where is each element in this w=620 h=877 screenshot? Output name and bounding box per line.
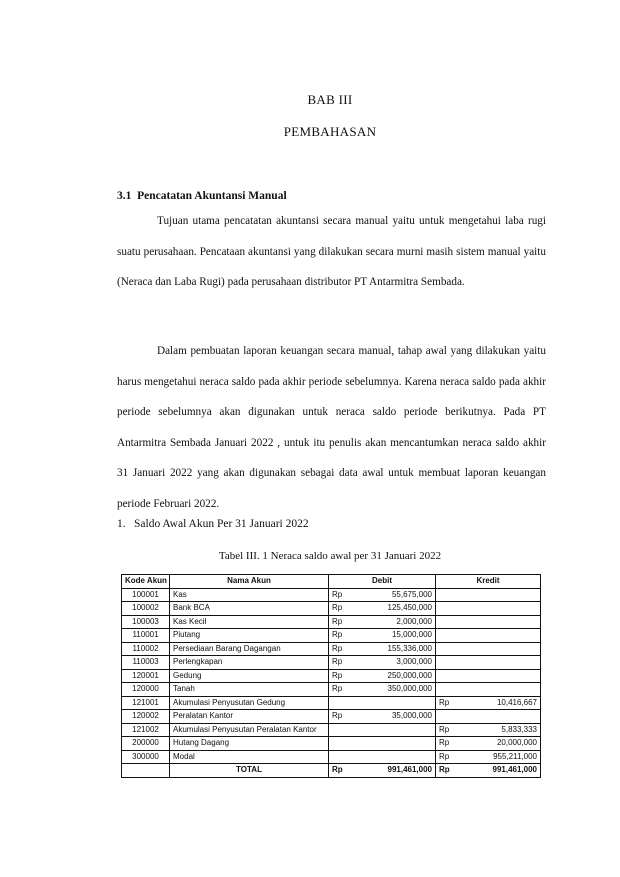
currency-label: Rp [332,630,343,640]
account-name: Akumulasi Penyusutan Gedung [170,696,329,710]
account-code: 100001 [122,588,170,602]
account-code: 300000 [122,750,170,764]
debit-amount: 125,450,000 [387,603,432,613]
paragraph: Tujuan utama pencatatan akuntansi secara manual yaitu untuk mengetahui laba rugi suatu perusahaan. Pencataan akuntansi yang dilakukan secara murni masih sistem manual yaitu (Neraca dan Laba Rugi) pada perusahaan distributor PT Antarmitra Sembada. [117,215,546,288]
account-code: 100002 [122,602,170,616]
currency-label: Rp [439,697,450,707]
header-debit: Debit [329,575,436,589]
account-code: 200000 [122,737,170,751]
table-row [122,656,541,670]
table-row [122,629,541,643]
debit-amount: 15,000,000 [391,630,432,640]
credit-cell [436,615,541,629]
debit-cell [329,683,436,697]
chapter-number: BAB III [307,92,353,107]
table-row [122,642,541,656]
debit-cell [329,629,436,643]
credit-amount: 20,000,000 [496,738,537,748]
credit-cell [436,710,541,724]
header-account-code: Kode Akun [122,575,170,589]
currency-label: Rp [439,738,450,748]
table-row [122,683,541,697]
account-code: 121001 [122,696,170,710]
currency-label: Rp [439,751,450,761]
account-code: 110001 [122,629,170,643]
account-code: 120000 [122,683,170,697]
header-credit: Kredit [436,575,541,589]
table-row [122,696,541,710]
table-row [122,723,541,737]
account-name: Gedung [170,669,329,683]
account-name: Hutang Dagang [170,737,329,751]
table-header-row [122,575,541,589]
list-item [117,518,309,530]
debit-cell [329,588,436,602]
currency-label: Rp [332,684,343,694]
currency-label: Rp [332,670,343,680]
account-name: Akumulasi Penyusutan Peralatan Kantor [170,723,329,737]
section-title: Pencatatan Akuntansi Manual [137,190,287,202]
currency-label: Rp [332,603,343,613]
header-account-name: Nama Akun [170,575,329,589]
credit-amount: 5,833,333 [501,724,537,734]
currency-label: Rp [332,711,343,721]
debit-amount: 55,675,000 [391,589,432,599]
credit-amount: 955,211,000 [493,751,537,761]
total-debit: 991,461,000 [387,765,432,775]
total-credit: 991,461,000 [492,765,537,775]
table-row [122,710,541,724]
table-row [122,669,541,683]
table-row [122,602,541,616]
account-code: 121002 [122,723,170,737]
credit-cell [436,656,541,670]
total-credit-cell [436,764,541,778]
section-heading [117,190,287,202]
table-row [122,750,541,764]
table-total-row [122,764,541,778]
table-row [122,737,541,751]
table-caption: Tabel III. 1 Neraca saldo awal per 31 Januari 2022 [218,550,442,562]
account-code: 100003 [122,615,170,629]
account-code: 120002 [122,710,170,724]
debit-amount: 2,000,000 [396,616,432,626]
total-label: TOTAL [170,764,329,778]
credit-cell [436,669,541,683]
trial-balance-table [121,574,541,778]
credit-cell [436,737,541,751]
account-code: 110003 [122,656,170,670]
credit-amount: 10,416,667 [496,697,537,707]
account-name: Kas Kecil [170,615,329,629]
debit-cell [329,696,436,710]
table-row [122,615,541,629]
credit-cell [436,602,541,616]
account-code: 120001 [122,669,170,683]
currency-label: Rp [439,724,450,734]
list-item-number: 1. [117,518,126,530]
currency-label: Rp [332,657,343,667]
table-body [122,588,541,764]
debit-cell [329,723,436,737]
debit-cell [329,737,436,751]
currency-label: Rp [439,765,450,775]
debit-amount: 35,000,000 [391,711,432,721]
debit-amount: 250,000,000 [387,670,432,680]
account-name: Bank BCA [170,602,329,616]
account-name: Modal [170,750,329,764]
debit-amount: 155,336,000 [387,643,432,653]
credit-cell [436,750,541,764]
paragraph: Dalam pembuatan laporan keuangan secara manual, tahap awal yang dilakukan yaitu harus mengetahui neraca saldo pada akhir periode sebelumnya. Karena neraca saldo pada akhir periode sebelumnya akan digunakan untuk neraca saldo periode berikutnya. Pada PT Antarmitra Sembada Januari 2022 , untuk itu penulis akan mencantumkan neraca saldo akhir 31 Januari 2022 yang akan digunakan sebagai data awal untuk membuat laporan keuangan periode Februari 2022. [117,345,546,510]
total-debit-cell [329,764,436,778]
debit-amount: 350,000,000 [387,684,432,694]
credit-cell [436,588,541,602]
section-number: 3.1 [117,190,132,202]
account-name: Peralatan Kantor [170,710,329,724]
debit-cell [329,602,436,616]
debit-amount: 3,000,000 [396,657,432,667]
table-row [122,588,541,602]
debit-cell [329,615,436,629]
debit-cell [329,710,436,724]
total-code-cell [122,764,170,778]
currency-label: Rp [332,765,343,775]
account-name: Tanah [170,683,329,697]
debit-cell [329,656,436,670]
list-item-text: Saldo Awal Akun Per 31 Januari 2022 [134,518,309,530]
currency-label: Rp [332,589,343,599]
currency-label: Rp [332,643,343,653]
credit-cell [436,629,541,643]
debit-cell [329,642,436,656]
credit-cell [436,642,541,656]
account-name: Kas [170,588,329,602]
debit-cell [329,750,436,764]
debit-cell [329,669,436,683]
chapter-title: PEMBAHASAN [283,124,377,139]
account-name: Piutang [170,629,329,643]
credit-cell [436,696,541,710]
account-name: Persediaan Barang Dagangan [170,642,329,656]
account-name: Perlengkapan [170,656,329,670]
account-code: 110002 [122,642,170,656]
credit-cell [436,683,541,697]
credit-cell [436,723,541,737]
currency-label: Rp [332,616,343,626]
